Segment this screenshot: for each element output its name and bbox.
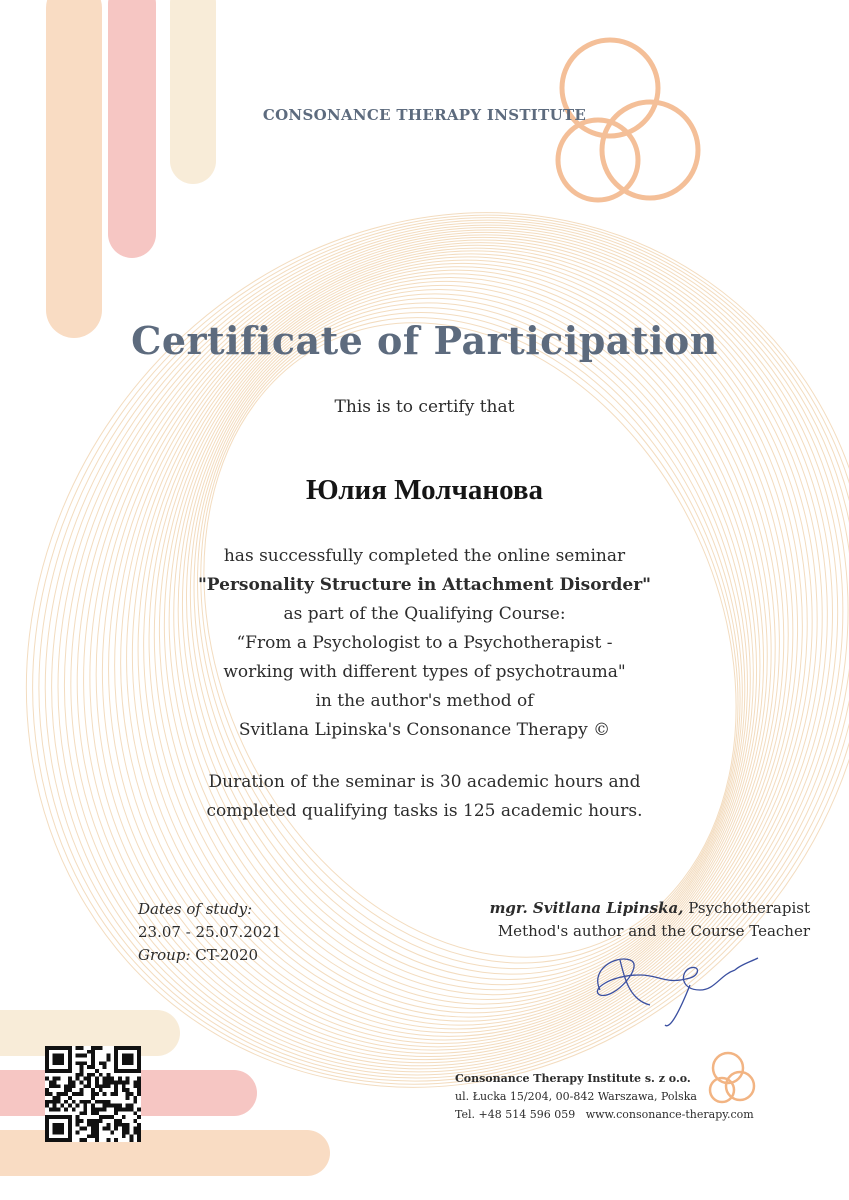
qr-module: [126, 1130, 130, 1134]
qr-module: [68, 1115, 72, 1142]
footer-company: Consonance Therapy Institute s. z o.o.: [455, 1072, 691, 1085]
qr-module: [87, 1134, 91, 1138]
qr-module: [68, 1046, 72, 1073]
qr-module: [114, 1092, 118, 1096]
qr-module: [137, 1134, 141, 1138]
qr-module: [91, 1065, 95, 1069]
qr-module: [137, 1127, 141, 1131]
qr-module: [80, 1111, 84, 1115]
qr-module: [68, 1096, 72, 1100]
qr-module: [83, 1100, 87, 1104]
qr-module: [122, 1081, 126, 1085]
qr-module: [103, 1115, 107, 1119]
seminar-title: "Personality Structure in Attachment Disorder": [197, 575, 652, 595]
qr-module: [133, 1084, 137, 1088]
qr-module: [110, 1115, 114, 1119]
qr-module: [76, 1123, 80, 1127]
qr-module: [91, 1046, 95, 1050]
qr-module: [83, 1061, 87, 1065]
qr-module: [76, 1077, 80, 1081]
qr-module: [114, 1104, 118, 1108]
teacher-block: [480, 897, 810, 943]
qr-module: [133, 1119, 137, 1123]
body-line-7: Svitlana Lipinska's Consonance Therapy ©: [238, 720, 611, 740]
qr-module: [91, 1107, 95, 1111]
qr-module: [80, 1081, 84, 1085]
qr-module: [126, 1092, 130, 1096]
qr-module: [76, 1046, 80, 1050]
qr-module: [83, 1077, 87, 1081]
qr-module: [80, 1100, 84, 1104]
qr-module: [114, 1046, 141, 1050]
qr-module: [95, 1077, 99, 1081]
certificate-body: [0, 542, 849, 745]
qr-module: [137, 1084, 141, 1088]
qr-module: [68, 1077, 72, 1081]
teacher-role: Psychotherapist: [688, 899, 810, 917]
qr-module: [80, 1061, 84, 1065]
qr-module: [68, 1084, 72, 1088]
qr-module: [129, 1138, 133, 1142]
qr-module: [103, 1061, 107, 1065]
qr-module: [91, 1058, 95, 1062]
qr-module: [91, 1119, 95, 1123]
qr-module: [114, 1084, 118, 1088]
qr-module: [114, 1088, 118, 1092]
footer-contact: [455, 1070, 754, 1124]
qr-module: [99, 1088, 103, 1092]
qr-module: [80, 1073, 84, 1077]
qr-module: [91, 1092, 95, 1096]
qr-module: [57, 1107, 61, 1111]
qr-module: [103, 1100, 107, 1104]
qr-module: [114, 1046, 118, 1073]
decor-band-cream: [170, 0, 216, 184]
qr-module: [103, 1107, 107, 1111]
qr-module: [87, 1100, 91, 1104]
qr-module: [126, 1096, 130, 1100]
qr-module: [106, 1081, 110, 1085]
qr-module: [91, 1111, 95, 1115]
qr-module: [106, 1077, 110, 1081]
qr-module: [114, 1119, 118, 1123]
qr-module: [126, 1127, 130, 1131]
qr-code: [45, 1046, 141, 1142]
qr-module: [122, 1123, 126, 1127]
qr-module: [103, 1077, 107, 1081]
qr-module: [57, 1084, 61, 1088]
qr-module: [91, 1096, 95, 1100]
qr-module: [99, 1119, 103, 1123]
qr-module: [118, 1077, 122, 1081]
footer-phone: Tel. +48 514 596 059: [455, 1108, 576, 1121]
qr-module: [122, 1084, 126, 1088]
qr-module: [106, 1104, 110, 1108]
qr-module: [106, 1054, 110, 1058]
qr-module: [106, 1127, 110, 1131]
qr-module: [91, 1061, 95, 1065]
qr-module: [68, 1081, 72, 1085]
qr-module: [95, 1134, 99, 1138]
qr-module: [80, 1069, 84, 1073]
qr-module: [103, 1065, 107, 1069]
body-line-3: as part of the Qualifying Course:: [283, 604, 566, 624]
qr-module: [80, 1046, 84, 1050]
teacher-name: mgr. Svitlana Lipinska,: [489, 899, 684, 917]
duration-line-2: completed qualifying tasks is 125 academic hours.: [206, 801, 643, 821]
qr-module: [87, 1123, 91, 1127]
qr-module: [106, 1058, 110, 1062]
recipient-name: Юлия Молчанова: [305, 474, 544, 506]
qr-module: [64, 1092, 68, 1096]
qr-module: [106, 1100, 110, 1104]
study-dates-block: [138, 898, 281, 967]
qr-module: [122, 1107, 126, 1111]
qr-module: [83, 1054, 87, 1058]
qr-module: [72, 1107, 76, 1111]
qr-module: [91, 1088, 95, 1092]
qr-module: [126, 1088, 130, 1092]
qr-module: [122, 1134, 126, 1138]
qr-module: [83, 1138, 87, 1142]
qr-module: [99, 1061, 103, 1065]
qr-module: [95, 1084, 99, 1088]
qr-module: [45, 1100, 49, 1104]
qr-module: [95, 1119, 99, 1123]
qr-module: [76, 1119, 80, 1123]
qr-module: [72, 1100, 76, 1104]
qr-module: [129, 1104, 133, 1108]
qr-module: [122, 1115, 126, 1119]
qr-module: [49, 1100, 53, 1104]
qr-module: [53, 1077, 57, 1081]
qr-module: [118, 1119, 122, 1123]
qr-module: [95, 1100, 99, 1104]
qr-module: [137, 1077, 141, 1081]
qr-module: [114, 1123, 118, 1127]
qr-module: [95, 1069, 99, 1073]
qr-module: [64, 1084, 68, 1088]
qr-module: [64, 1107, 68, 1111]
qr-module: [106, 1084, 110, 1088]
qr-module: [103, 1084, 107, 1088]
qr-module: [110, 1130, 114, 1134]
qr-module: [53, 1084, 57, 1088]
qr-module: [80, 1138, 84, 1142]
group-label: Group:: [138, 946, 191, 964]
qr-module: [110, 1077, 114, 1081]
qr-module: [133, 1127, 137, 1131]
certificate-title: Certificate of Participation: [131, 318, 718, 363]
qr-module: [114, 1138, 118, 1142]
qr-module: [95, 1130, 99, 1134]
qr-module: [122, 1054, 134, 1066]
qr-module: [53, 1123, 65, 1135]
qr-module: [45, 1092, 49, 1096]
qr-module: [95, 1092, 99, 1096]
qr-module: [68, 1104, 72, 1108]
qr-module: [68, 1088, 72, 1092]
qr-module: [53, 1104, 57, 1108]
qr-module: [76, 1130, 80, 1134]
qr-module: [95, 1123, 99, 1127]
qr-module: [57, 1096, 61, 1100]
qr-module: [137, 1138, 141, 1142]
qr-module: [57, 1077, 61, 1081]
qr-module: [45, 1046, 72, 1050]
qr-module: [91, 1054, 95, 1058]
body-line-4: “From a Psychologist to a Psychotherapist -: [236, 633, 613, 653]
qr-module: [137, 1046, 141, 1073]
qr-module: [91, 1073, 95, 1077]
qr-module: [87, 1084, 91, 1088]
decor-band-pink: [108, 0, 156, 258]
qr-module: [53, 1054, 65, 1066]
qr-module: [106, 1115, 110, 1119]
qr-module: [45, 1088, 49, 1092]
group-value: CT-2020: [195, 946, 259, 964]
qr-module: [45, 1115, 49, 1142]
qr-module: [126, 1077, 130, 1081]
certify-line: This is to certify that: [334, 397, 515, 417]
duration-text: [0, 768, 849, 826]
qr-module: [99, 1073, 103, 1077]
qr-module: [87, 1081, 91, 1085]
teacher-subtitle: Method's author and the Course Teacher: [497, 922, 810, 940]
qr-module: [114, 1111, 118, 1115]
qr-module: [118, 1104, 122, 1108]
qr-module: [49, 1107, 53, 1111]
qr-module: [133, 1100, 137, 1104]
qr-module: [106, 1073, 110, 1077]
qr-module: [126, 1107, 130, 1111]
qr-module: [87, 1119, 91, 1123]
qr-module: [45, 1104, 49, 1108]
qr-module: [137, 1115, 141, 1119]
qr-module: [57, 1092, 61, 1096]
qr-module: [80, 1088, 84, 1092]
qr-module: [80, 1065, 84, 1069]
qr-module: [95, 1046, 99, 1050]
qr-module: [137, 1123, 141, 1127]
qr-module: [114, 1069, 141, 1073]
qr-module: [87, 1050, 91, 1054]
qr-module: [91, 1104, 95, 1108]
qr-module: [114, 1107, 118, 1111]
footer-website[interactable]: www.consonance-therapy.com: [585, 1108, 754, 1121]
duration-line-1: Duration of the seminar is 30 academic hours and: [208, 772, 641, 792]
qr-module: [45, 1138, 72, 1142]
decor-band-peach: [46, 0, 102, 338]
qr-module: [103, 1081, 107, 1085]
qr-module: [76, 1073, 80, 1077]
qr-module: [126, 1123, 130, 1127]
qr-module: [80, 1054, 84, 1058]
qr-module: [106, 1123, 110, 1127]
qr-module: [57, 1100, 61, 1104]
qr-module: [60, 1092, 64, 1096]
qr-module: [49, 1092, 53, 1096]
body-line-1: has successfully completed the online seminar: [223, 546, 626, 566]
qr-module: [83, 1084, 87, 1088]
qr-module: [80, 1092, 84, 1096]
qr-module: [83, 1127, 87, 1131]
qr-module: [60, 1104, 64, 1108]
qr-module: [137, 1088, 141, 1092]
qr-module: [122, 1088, 126, 1092]
qr-module: [99, 1115, 103, 1119]
qr-module: [126, 1104, 130, 1108]
qr-module: [64, 1100, 68, 1104]
qr-module: [118, 1107, 122, 1111]
qr-module: [45, 1069, 72, 1073]
qr-module: [133, 1111, 137, 1115]
qr-module: [76, 1115, 80, 1119]
qr-module: [53, 1107, 57, 1111]
qr-module: [76, 1061, 80, 1065]
qr-module: [95, 1138, 99, 1142]
qr-module: [99, 1100, 103, 1104]
qr-module: [80, 1127, 84, 1131]
qr-module: [49, 1084, 53, 1088]
institute-name: CONSONANCE THERAPY INSTITUTE: [262, 106, 587, 124]
qr-module: [110, 1081, 114, 1085]
qr-module: [76, 1054, 80, 1058]
qr-module: [133, 1130, 137, 1134]
qr-module: [114, 1127, 118, 1131]
qr-module: [53, 1096, 57, 1100]
footer-address: ul. Łucka 15/204, 00-842 Warszawa, Polska: [455, 1090, 697, 1103]
body-line-6: in the author's method of: [315, 691, 534, 711]
qr-module: [99, 1084, 103, 1088]
qr-module: [110, 1104, 114, 1108]
qr-module: [118, 1081, 122, 1085]
qr-module: [45, 1115, 72, 1119]
qr-module: [91, 1127, 95, 1131]
qr-module: [103, 1127, 107, 1131]
qr-module: [91, 1134, 95, 1138]
qr-module: [106, 1138, 110, 1142]
qr-module: [72, 1092, 76, 1096]
qr-module: [53, 1081, 57, 1085]
qr-module: [114, 1081, 118, 1085]
qr-module: [64, 1088, 68, 1092]
qr-module: [133, 1096, 137, 1100]
qr-module: [129, 1107, 133, 1111]
qr-module: [126, 1081, 130, 1085]
qr-module: [99, 1046, 103, 1050]
qr-module: [122, 1127, 126, 1131]
qr-module: [133, 1081, 137, 1085]
dates-value: 23.07 - 25.07.2021: [138, 923, 282, 941]
qr-module: [53, 1100, 57, 1104]
dates-label: Dates of study:: [138, 900, 253, 918]
qr-module: [45, 1077, 49, 1081]
qr-module: [137, 1107, 141, 1111]
qr-module: [137, 1092, 141, 1096]
qr-module: [95, 1127, 99, 1131]
qr-module: [83, 1111, 87, 1115]
qr-module: [91, 1050, 95, 1054]
qr-module: [49, 1081, 53, 1085]
qr-module: [103, 1092, 107, 1096]
qr-module: [87, 1077, 91, 1081]
body-line-5: working with different types of psychotrauma": [223, 662, 626, 682]
qr-module: [137, 1081, 141, 1085]
qr-module: [72, 1084, 76, 1088]
qr-module: [137, 1130, 141, 1134]
qr-module: [95, 1107, 99, 1111]
qr-module: [129, 1134, 133, 1138]
qr-module: [95, 1111, 99, 1115]
qr-module: [83, 1104, 87, 1108]
qr-module: [103, 1104, 107, 1108]
qr-module: [91, 1123, 95, 1127]
qr-module: [87, 1065, 91, 1069]
qr-module: [110, 1092, 114, 1096]
qr-module: [91, 1130, 95, 1134]
qr-module: [45, 1046, 49, 1073]
qr-module: [76, 1092, 80, 1096]
qr-module: [99, 1107, 103, 1111]
qr-module: [129, 1092, 133, 1096]
qr-module: [118, 1123, 122, 1127]
qr-module: [76, 1104, 80, 1108]
qr-module: [83, 1107, 87, 1111]
qr-module: [122, 1130, 126, 1134]
qr-module: [87, 1073, 91, 1077]
qr-module: [72, 1081, 76, 1085]
qr-module: [80, 1119, 84, 1123]
qr-module: [95, 1081, 99, 1085]
